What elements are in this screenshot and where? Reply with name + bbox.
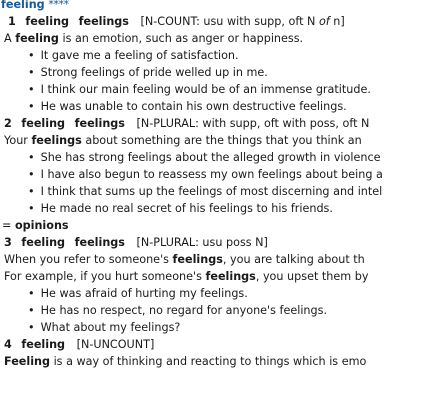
frequency-stars: ****	[48, 0, 69, 11]
example-sentence: • What about my feelings?	[28, 321, 181, 334]
sense-3-definition: When you refer to someone's feelings, you are talking about th	[4, 253, 365, 266]
grammar-note: [N-PLURAL: usu poss N]	[136, 236, 268, 249]
example-sentence: • I think that sums up the feelings of most discerning and intel	[28, 185, 383, 198]
sense-1-header	[8, 13, 345, 30]
sense-keyword-form: feelings	[74, 236, 125, 249]
synonym-line: = opinions	[2, 219, 69, 232]
definition-keyword: feelings	[172, 253, 223, 266]
sense-number: 2	[4, 117, 12, 130]
sense-3-header	[4, 234, 268, 251]
example-sentence: • It gave me a feeling of satisfaction.	[28, 49, 239, 62]
example-sentence: • He was afraid of hurting my feelings.	[28, 287, 248, 300]
grammar-note: [N-UNCOUNT]	[76, 338, 155, 351]
grammar-italic: of	[318, 15, 330, 28]
example-sentence: • Strong feelings of pride welled up in me.	[28, 66, 268, 79]
definition-keyword: feeling	[15, 32, 59, 45]
definition-keyword: feelings	[31, 134, 82, 147]
sense-1-definition: A feeling is an emotion, such as anger or happiness.	[4, 32, 304, 45]
grammar-note: [N-PLURAL: with supp, oft with poss, oft N	[136, 117, 370, 130]
sense-keyword-form: feelings	[78, 15, 129, 28]
example-sentence: • I think our main feeling would be of an immense gratitude.	[28, 83, 371, 96]
sense-number: 4	[4, 338, 12, 351]
definition-keyword: Feeling	[4, 355, 51, 368]
sense-keyword: feeling	[21, 338, 66, 351]
sense-number: 3	[4, 236, 12, 249]
headword: feeling	[1, 0, 45, 11]
sense-4-header	[4, 336, 154, 353]
example-sentence: • I have also begun to reassess my own feelings about being a	[28, 168, 383, 181]
headword-line	[1, 0, 69, 13]
sense-number: 1	[8, 15, 16, 28]
sense-keyword-form: feelings	[74, 117, 125, 130]
definition-keyword: feelings	[205, 270, 256, 283]
example-sentence: • He was unable to contain his own destructive feelings.	[28, 100, 347, 113]
example-sentence: • He has no respect, no regard for anyone's feelings.	[28, 304, 328, 317]
sense-2-definition: Your feelings about something are the things that you think an	[4, 134, 362, 147]
sense-4-definition: Feeling is a way of thinking and reacting to things which is emo	[4, 355, 367, 368]
sense-2-header	[4, 115, 369, 132]
example-sentence: • She has strong feelings about the alleged growth in violence	[28, 151, 381, 164]
sense-keyword: feeling	[21, 117, 66, 130]
sense-3-definition-cont: For example, if you hurt someone's feelings, you upset them by	[4, 270, 369, 283]
grammar-note: [N-COUNT: usu with supp, oft N of n]	[140, 15, 345, 28]
sense-keyword: feeling	[21, 236, 66, 249]
sense-keyword: feeling	[25, 15, 70, 28]
synonym: opinions	[14, 219, 69, 232]
example-sentence: • He made no real secret of his feelings to his friends.	[28, 202, 333, 215]
